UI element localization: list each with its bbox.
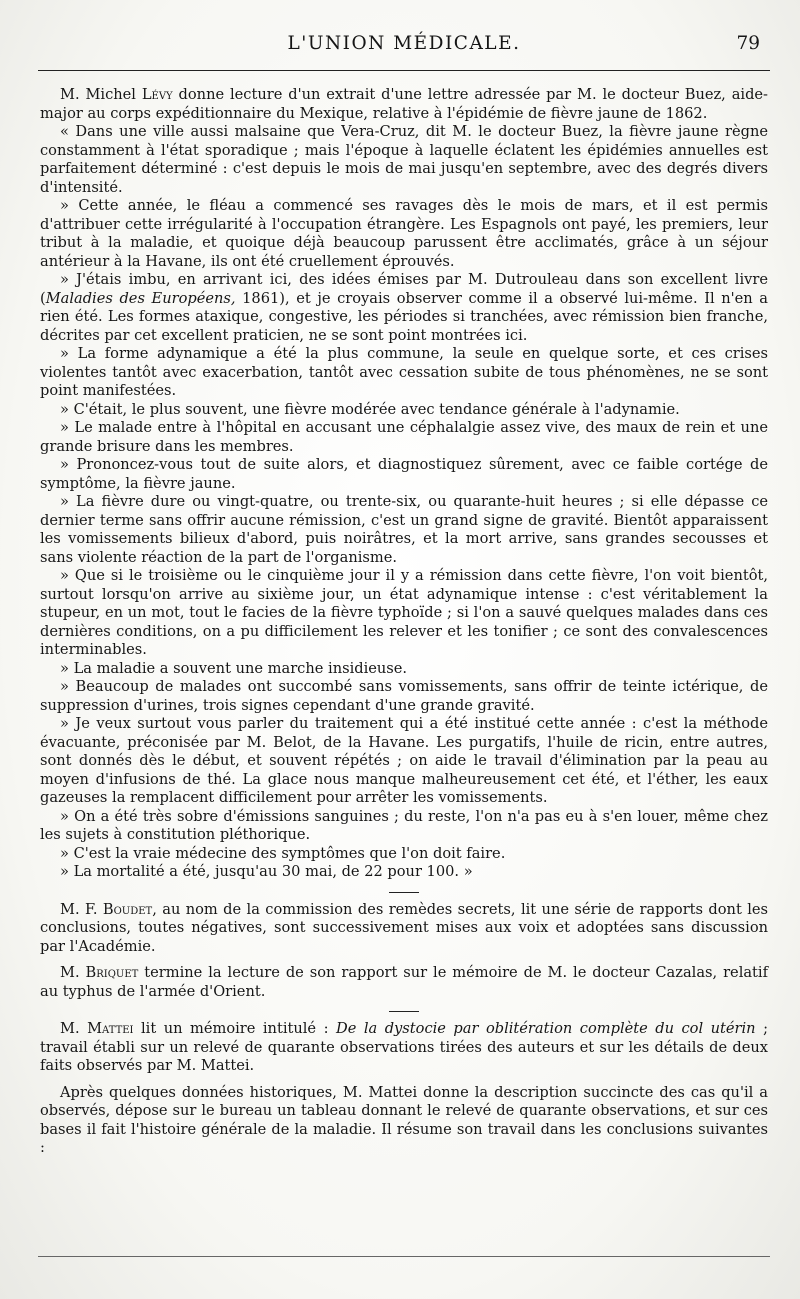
memoir-title: De la dystocie par oblitération complète du col utérin (336, 1020, 756, 1037)
paragraph: « Dans une ville aussi malsaine que Vera-Cruz, dit M. le docteur Buez, la fièvre jaune règne constamment à l'état sporadique ; mais l'époque à laquelle éclatent les épidémies annuelles est parfaitement déterminé : c'est depuis le mois de mai jusqu'en septembre, avec des degrés divers d'intensité. (40, 123, 768, 196)
section-rule (389, 1011, 419, 1012)
paragraph-levy: M. Michel Lévy donne lecture d'un extrait d'une lettre adressée par M. le docteur Buez, aide-major au corps expéditionnaire du Mexique, relative à l'épidémie de fièvre jaune de 1862. (40, 86, 768, 122)
paragraph: » Prononcez-vous tout de suite alors, et diagnostiquez sûrement, avec ce faible cortége de symptôme, la fièvre jaune. (40, 456, 768, 492)
header-rule (38, 70, 770, 71)
page-number: 79 (736, 33, 760, 54)
speaker-name: Lévy (141, 86, 173, 103)
page-header (38, 33, 770, 59)
speaker-name: Boudet (102, 900, 153, 918)
running-title: L'UNION MÉDICALE. (287, 33, 521, 54)
paragraph: » J'étais imbu, en arrivant ici, des idées émises par M. Dutrouleau dans son excellent livre (Maladies des Européens, 1861), et je croyais observer comme il a observé lui-même. Il n'en a rien été. Les formes ataxique, congestive, les périodes si tranchées, avec rémission bien franche, décrites par cet excellent praticien, ne se sont point montrées ici. (40, 271, 768, 344)
paragraph: » Cette année, le fléau a commencé ses ravages dès le mois de mars, et il est permis d'attribuer cette irrégularité à l'occupation étrangère. Les Espagnols ont payé, les premiers, leur tribut à la maladie, et quoique déjà beaucoup parussent être acclimatés, grâce à un séjour antérieur à la Havane, ils ont été cruellement éprouvés. (40, 197, 768, 270)
speaker-name: Mattei (87, 1020, 134, 1037)
paragraph: » C'est la vraie médecine des symptômes que l'on doit faire. (60, 844, 506, 862)
paragraph-boudet: M. F. Boudet, au nom de la commission des remèdes secrets, lit une série de rapports dont les conclusions, toutes négatives, sont successivement mises aux voix et adoptées sans discussion par l'Académie. (40, 900, 769, 955)
paragraph: » Que si le troisième ou le cinquième jour il y a rémission dans cette fièvre, l'on voit bientôt, surtout lorsqu'on arrive au sixième jour, un état adynamique intense : c'est véritablement la stupeur, en un mot, tout le facies de la fièvre typhoïde ; si l'on a sauvé quelques malades dans ces dernières conditions, on a pu difficilement les relever et les tonifier ; ce sont des convalescences interminables. (40, 567, 768, 658)
section-rule (389, 892, 419, 893)
paragraph: » La maladie a souvent une marche insidieuse. (60, 659, 408, 677)
book-title: Maladies des Européens, (45, 289, 236, 307)
paragraph: » Je veux surtout vous parler du traitement qui a été institué cette année : c'est la méthode évacuante, préconisée par M. Belot, de la Havane. Les purgatifs, l'huile de ricin, entre autres, sont donnés dès le début, et souvent répétés ; on aide le travail d'élimination par la peau au moyen d'infusions de thé. La glace nous manque malheureusement cet été, et l'éther, les eaux gazeuses la remplacent difficilement pour arrêter les vomissements. (40, 715, 768, 806)
paragraph-briquet: M. Briquet termine la lecture de son rapport sur le mémoire de M. le docteur Cazalas, relatif au typhus de l'armée d'Orient. (40, 964, 768, 1000)
paragraph-mattei: M. Mattei lit un mémoire intitulé : De la dystocie par oblitération complète du col utérin ; travail établi sur un relevé de quarante observations tirées des auteurs et sur les détails de deux faits observés par M. Mattei. (40, 1020, 768, 1074)
body-text (40, 86, 768, 1158)
speaker-name: Briquet (85, 964, 139, 981)
paragraph: » Le malade entre à l'hôpital en accusant une céphalalgie assez vive, des maux de rein et une grande brisure dans les membres. (40, 419, 768, 455)
paragraph: » La mortalité a été, jusqu'au 30 mai, de 22 pour 100. » (60, 863, 473, 880)
paragraph: » On a été très sobre d'émissions sanguines ; du reste, l'on n'a pas eu à s'en louer, même chez les sujets à constitution pléthorique. (40, 807, 768, 843)
paragraph: » Beaucoup de malades ont succombé sans vomissements, sans offrir de teinte ictérique, de suppression d'urines, trois signes cependant d'une grande gravité. (40, 678, 768, 714)
footer-rule (38, 1256, 770, 1257)
paragraph: » La forme adynamique a été la plus commune, la seule en quelque sorte, et ces crises violentes tantôt avec exacerbation, tantôt avec cessation subite de tous phénomènes, ne se sont point manifestées. (40, 345, 768, 399)
paragraph: » La fièvre dure ou vingt-quatre, ou trente-six, ou quarante-huit heures ; si elle dépasse ce dernier terme sans offrir aucune rémission, c'est un grand signe de gravité. Bientôt apparaissent les vomissements bilieux d'abord, puis noirâtres, et la mort arrive, sans grandes secousses et sans violente réaction de la part de l'organisme. (40, 493, 768, 566)
paragraph: Après quelques données historiques, M. Mattei donne la description succincte des cas qu'il a observés, dépose sur le bureau un tableau donnant le relevé de quarante observations, et sur ces bases il fait l'histoire générale de la maladie. Il résume son travail dans les conclusions suivantes : (40, 1083, 768, 1156)
paragraph: » C'était, le plus souvent, une fièvre modérée avec tendance générale à l'adynamie. (60, 400, 680, 418)
